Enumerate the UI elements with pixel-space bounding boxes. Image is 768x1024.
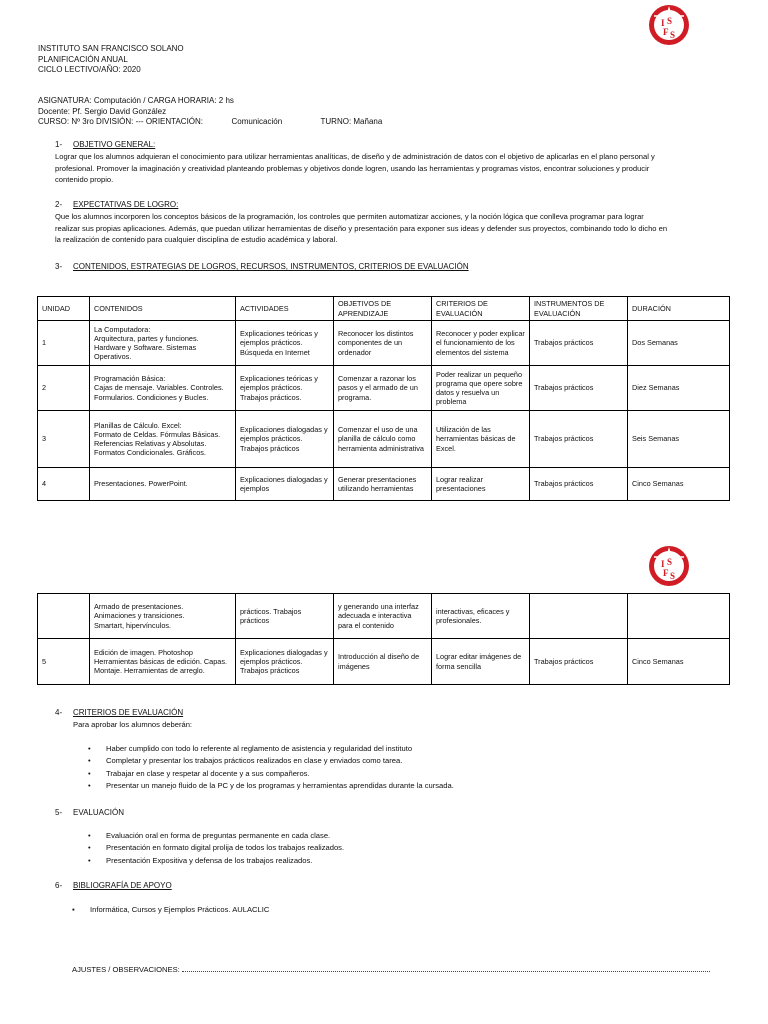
table-cell: Comenzar a razonar los pasos y el armado de un programa. <box>334 366 432 411</box>
column-header: ACTIVIDADES <box>236 297 334 321</box>
table-row <box>38 366 730 411</box>
table-cell: Edición de imagen. Photoshop Herramientas básicas de edición. Capas. Montaje. Herramientas de arreglo. <box>90 639 236 685</box>
table-cell: Generar presentaciones utilizando herramientas <box>334 468 432 501</box>
table-cell: Dos Semanas <box>628 321 730 366</box>
table-cell: Poder realizar un pequeño programa que opere sobre datos y resuelva un problema <box>432 366 530 411</box>
table-cell: Presentaciones. PowerPoint. <box>90 468 236 501</box>
table-cell: Explicaciones dialogadas y ejemplos prácticos. Trabajos prácticos <box>236 639 334 685</box>
svg-text:I: I <box>661 559 665 569</box>
table-cell: Planillas de Cálculo. Excel: Formato de Celdas. Fórmulas Básicas. Referencias Relativas y Absolutas. Formatos Condicionales. Gráficos. <box>90 411 236 468</box>
svg-text:S: S <box>670 571 676 581</box>
table-cell: Cinco Semanas <box>628 639 730 685</box>
table-cell: 3 <box>38 411 90 468</box>
svg-text:F: F <box>663 27 669 37</box>
svg-text:I: I <box>661 18 665 28</box>
section-heading-1: 1- OBJETIVO GENERAL: <box>55 140 156 149</box>
course-block <box>38 96 382 128</box>
table-cell: 1 <box>38 321 90 366</box>
table-cell: Comenzar el uso de una planilla de cálculo como herramienta administrativa <box>334 411 432 468</box>
table-cell: Trabajos prácticos <box>530 366 628 411</box>
table-row <box>38 411 730 468</box>
column-header: OBJETIVOS DE APRENDIZAJE <box>334 297 432 321</box>
table-cell: Diez Semanas <box>628 366 730 411</box>
list-item: • Haber cumplido con todo lo referente al reglamento de asistencia y regularidad del instituto <box>88 744 413 753</box>
course-line <box>38 117 382 128</box>
table-header-row <box>38 297 730 321</box>
cycle-year: CICLO LECTIVO/AÑO: 2020 <box>38 65 141 75</box>
list-item: • Presentación en formato digital prolija de todos los trabajos realizados. <box>88 843 345 853</box>
table-cell: 5 <box>38 639 90 685</box>
table-cell: Trabajos prácticos <box>530 411 628 468</box>
evaluation-list <box>88 830 344 867</box>
svg-text:S: S <box>667 557 673 567</box>
table-cell: interactivas, eficaces y profesionales. <box>432 594 530 639</box>
table-cell <box>530 594 628 639</box>
plan-title: PLANIFICACIÓN ANUAL <box>38 54 128 64</box>
expectations-paragraph: Que los alumnos incorporen los conceptos básicos de la programación, los controles que permiten automatizar acciones, y la noción lógica que conlleva programar para lograr realizar sus propias aplicaciones. Además, que puedan utilizar herramientas de diseño y presentación para exponer sus ideas y defender sus proyectos, combinando todo lo dicho en la realización de contenido para cualquier disciplina de estudio académica y laboral. <box>55 212 668 245</box>
table-cell: Reconocer y poder explicar el funcionamiento de los elementos del sistema <box>432 321 530 366</box>
table-cell: Trabajos prácticos <box>530 468 628 501</box>
table-row <box>38 321 730 366</box>
list-item: • Trabajar en clase y respetar al docente y a sus compañeros. <box>88 768 310 778</box>
table-cell: Cinco Semanas <box>628 468 730 501</box>
list-item: • Evaluación oral en forma de preguntas permanente en cada clase. <box>88 831 331 840</box>
table-cell: Armado de presentaciones. Animaciones y transiciones. Smartart, hipervínculos. <box>90 594 236 639</box>
planning-table-continued <box>37 593 730 685</box>
header-block <box>38 44 184 76</box>
observations-blank <box>182 965 710 972</box>
criteria-intro: Para aprobar los alumnos deberán: <box>73 720 193 729</box>
svg-text:S: S <box>667 16 673 26</box>
table-cell: Introducción al diseño de imágenes <box>334 639 432 685</box>
svg-text:S: S <box>670 30 676 40</box>
institute-name: INSTITUTO SAN FRANCISCO SOLANO <box>38 44 184 53</box>
section-heading-4: 4- CRITERIOS DE EVALUACIÓN <box>55 708 184 717</box>
teacher-line: Docente: Pf. Sergio David González <box>38 106 167 116</box>
table-row <box>38 468 730 501</box>
list-item: • Presentación Expositiva y defensa de los trabajos realizados. <box>88 855 313 865</box>
table-cell: Explicaciones teóricas y ejemplos prácticos. Búsqueda en Internet <box>236 321 334 366</box>
table-cell: Seis Semanas <box>628 411 730 468</box>
orientation-value: Comunicación <box>231 117 283 127</box>
table-cell: Explicaciones dialogadas y ejemplos <box>236 468 334 501</box>
institute-logo <box>648 4 690 46</box>
svg-text:F: F <box>663 568 669 578</box>
table-cell: Reconocer los distintos componentes de un ordenador <box>334 321 432 366</box>
table-cell: Trabajos prácticos <box>530 321 628 366</box>
objective-paragraph: Lograr que los alumnos adquieran el conocimiento para utilizar herramientas analíticas, de diseño y de administración de datos con el objetivo de aplicarlas en el plano personal y profesional. Promover la imaginación y creatividad planteando problemas y objetivos donde logren, usando las herramientas y programas vistos, encontrar soluciones y producir contenido propio. <box>55 152 655 185</box>
table-cell: Programación Básica: Cajas de mensaje. Variables. Controles. Formularios. Condiciones y Bucles. <box>90 366 236 411</box>
table-cell: Explicaciones dialogadas y ejemplos prácticos. Trabajos prácticos <box>236 411 334 468</box>
list-item: • Presentar un manejo fluido de la PC y de los programas y herramientas aprendidas durante la cursada. <box>88 781 454 791</box>
planning-table <box>37 296 730 501</box>
course-info: CURSO: Nº 3ro DIVISIÓN: --- ORIENTACIÓN: <box>38 117 204 127</box>
list-item: • Completar y presentar los trabajos prácticos realizados en clase y enviados como tarea. <box>88 756 403 766</box>
column-header: CONTENIDOS <box>90 297 236 321</box>
table-row <box>38 639 730 685</box>
list-item: ▪ Informática, Cursos y Ejemplos Prácticos. AULACLIC <box>72 905 270 914</box>
table-cell: Lograr realizar presentaciones <box>432 468 530 501</box>
bibliography-list <box>72 904 269 916</box>
column-header: DURACIÓN <box>628 297 730 321</box>
section-heading-2: 2- EXPECTATIVAS DE LOGRO: <box>55 200 179 209</box>
table-cell: 2 <box>38 366 90 411</box>
turno-info: TURNO: Mañana <box>320 117 383 127</box>
table-cell: Explicaciones teóricas y ejemplos prácticos. Trabajos prácticos. <box>236 366 334 411</box>
table-cell: prácticos. Trabajos prácticos <box>236 594 334 639</box>
observations-line: AJUSTES / OBSERVACIONES: <box>72 965 710 974</box>
subject-line: ASIGNATURA: Computación / CARGA HORARIA: 2 hs <box>38 96 234 105</box>
section-heading-6: 6- BIBLIOGRAFÍA DE APOYO <box>55 881 172 890</box>
table-cell: Lograr editar imágenes de forma sencilla <box>432 639 530 685</box>
section-heading-3: 3- CONTENIDOS, ESTRATEGIAS DE LOGROS, RECURSOS, INSTRUMENTOS, CRITERIOS DE EVALUACIÓN <box>55 262 469 271</box>
table-cell: La Computadora: Arquitectura, partes y funciones. Hardware y Software. Sistemas Operativos. <box>90 321 236 366</box>
table-row <box>38 594 730 639</box>
column-header: UNIDAD <box>38 297 90 321</box>
table-cell <box>38 594 90 639</box>
table-cell: 4 <box>38 468 90 501</box>
criteria-list <box>88 743 454 793</box>
column-header: CRITERIOS DE EVALUACIÓN <box>432 297 530 321</box>
section-heading-5: 5- EVALUACIÓN <box>55 808 124 817</box>
table-cell: Trabajos prácticos <box>530 639 628 685</box>
table-cell: Utilización de las herramientas básicas de Excel. <box>432 411 530 468</box>
table-cell: y generando una interfaz adecuada e interactiva para el contenido <box>334 594 432 639</box>
table-cell <box>628 594 730 639</box>
institute-logo-page2 <box>648 545 690 587</box>
column-header: INSTRUMENTOS DE EVALUACIÓN <box>530 297 628 321</box>
